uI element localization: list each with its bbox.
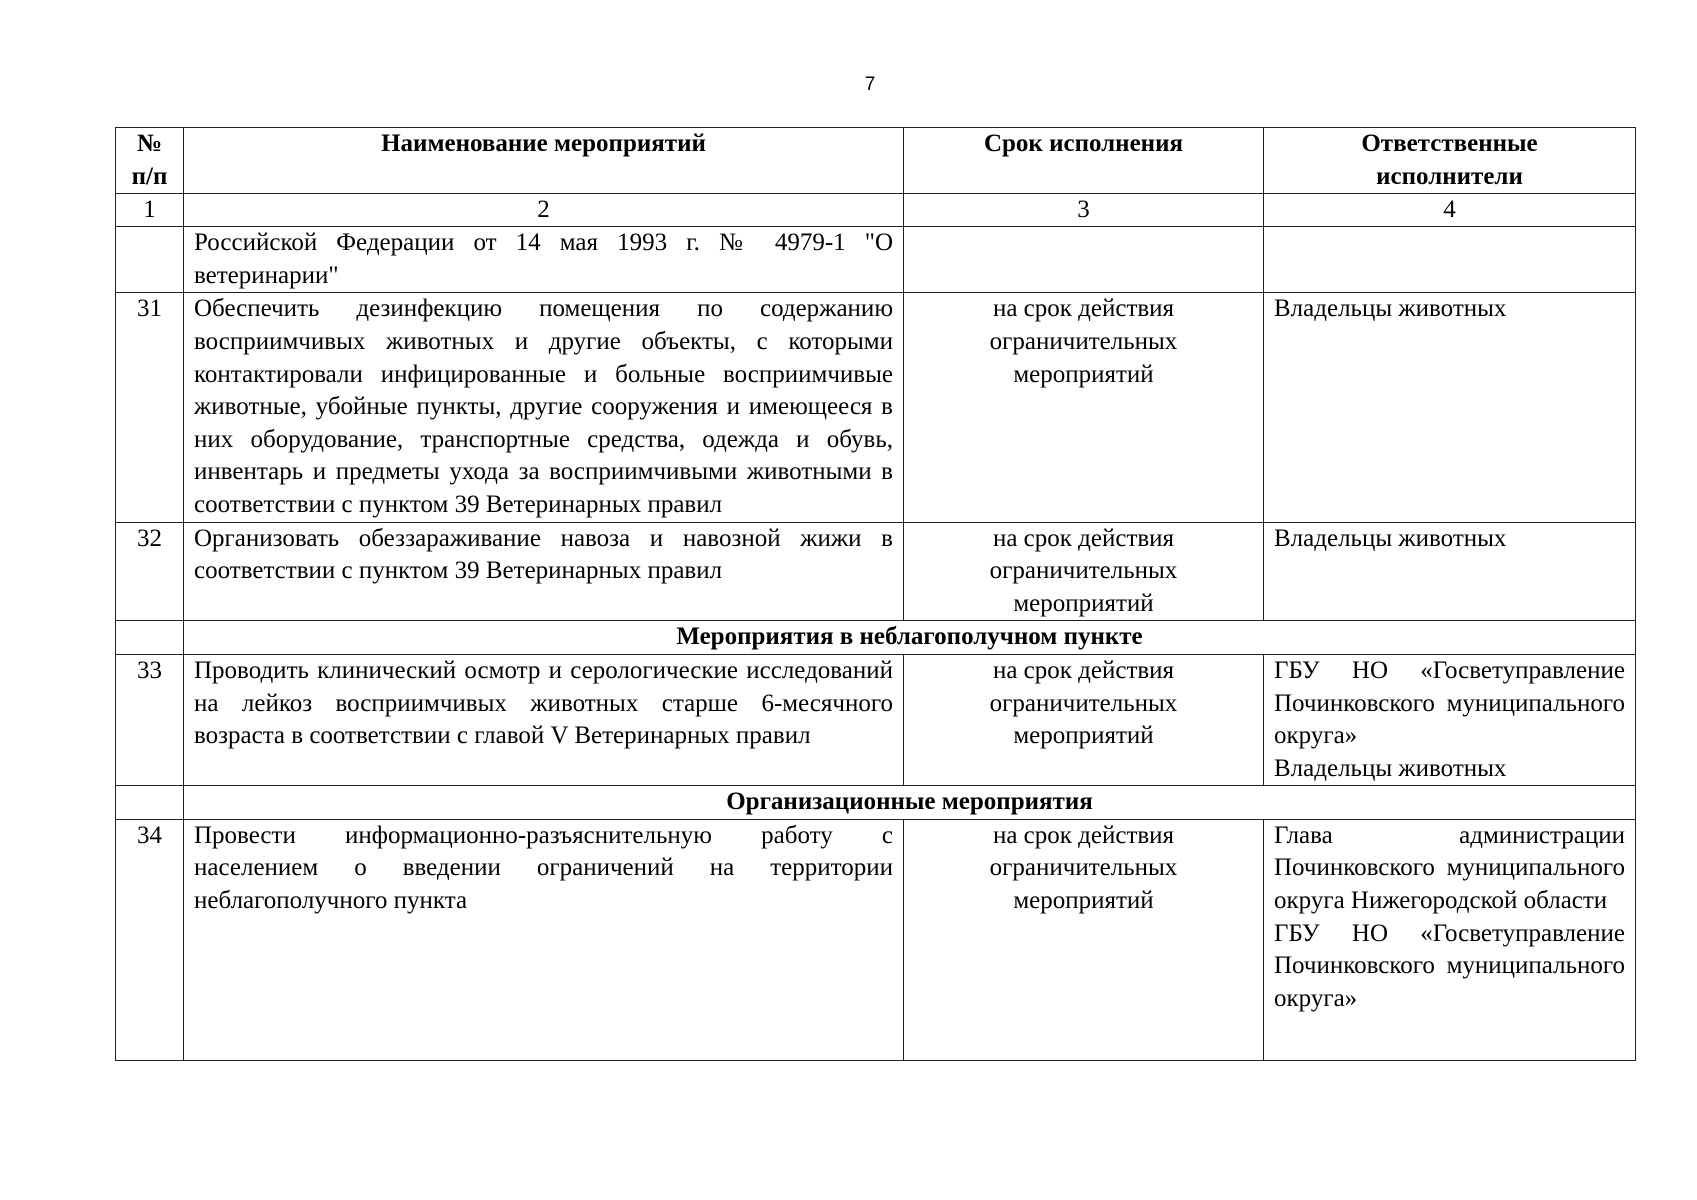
deadline-text: на срок действия ограничительных мероприятий bbox=[904, 293, 1264, 522]
responsible-text: ГБУ НО «Госветуправление Починковского муниципального округа» bbox=[1274, 656, 1625, 750]
deadline-cell bbox=[904, 227, 1264, 293]
row-number: 34 bbox=[116, 819, 184, 1060]
header-responsible: Ответственные исполнители bbox=[1264, 128, 1636, 194]
table-row bbox=[116, 522, 1636, 621]
header-measure-name: Наименование мероприятий bbox=[184, 128, 904, 194]
table-header-row bbox=[116, 128, 1636, 194]
deadline-text: на срок действия ограничительных мероприятий bbox=[904, 654, 1264, 785]
responsible-cell bbox=[1264, 654, 1636, 785]
column-index-row bbox=[116, 194, 1636, 227]
section-title: Мероприятия в неблагополучном пункте bbox=[184, 621, 1636, 655]
header-deadline: Срок исполнения bbox=[904, 128, 1264, 194]
table-row bbox=[116, 654, 1636, 785]
header-number: № п/п bbox=[116, 128, 184, 194]
row-number: 32 bbox=[116, 522, 184, 621]
table-row bbox=[116, 819, 1636, 1060]
measures-table bbox=[115, 127, 1636, 1061]
section-title: Организационные мероприятия bbox=[184, 786, 1636, 820]
deadline-text: на срок действия ограничительных мероприятий bbox=[904, 819, 1264, 1060]
measure-text: Организовать обеззараживание навоза и навозной жижи в соответствии с пунктом 39 Ветеринарных правил bbox=[184, 522, 904, 621]
column-index: 2 bbox=[184, 194, 904, 227]
deadline-text: на срок действия ограничительных мероприятий bbox=[904, 522, 1264, 621]
row-number bbox=[116, 621, 184, 655]
row-number bbox=[116, 786, 184, 820]
column-index: 4 bbox=[1264, 194, 1636, 227]
responsible-cell bbox=[1264, 819, 1636, 1060]
page-number: 7 bbox=[864, 74, 876, 95]
row-number bbox=[116, 227, 184, 293]
column-index: 1 bbox=[116, 194, 184, 227]
column-index: 3 bbox=[904, 194, 1264, 227]
measure-text: Обеспечить дезинфекцию помещения по содержанию восприимчивых животных и другие объекты, с которыми контактировали инфицированные и больные восприимчивые животные, убойные пункты, другие сооружения и имеющееся в них оборудование, транспортные средства, одежда и обувь, инвентарь и предметы ухода за восприимчивыми животными в соответствии с пунктом 39 Ветеринарных правил bbox=[184, 293, 904, 522]
row-number: 33 bbox=[116, 654, 184, 785]
table-row bbox=[116, 293, 1636, 522]
section-row bbox=[116, 621, 1636, 655]
responsible-text: Глава администрации Починковского муниципального округа Нижегородской области bbox=[1274, 821, 1625, 915]
measure-text: Проводить клинический осмотр и серологические исследований на лейкоз восприимчивых животных старше 6-месячного возраста в соответствии с главой V Ветеринарных правил bbox=[184, 654, 904, 785]
responsible-cell bbox=[1264, 227, 1636, 293]
responsible-text: Владельцы животных bbox=[1274, 754, 1507, 782]
section-row bbox=[116, 786, 1636, 820]
table-row bbox=[116, 227, 1636, 293]
responsible-text: Владельцы животных bbox=[1264, 522, 1636, 621]
responsible-text: Владельцы животных bbox=[1264, 293, 1636, 522]
measure-text: Российской Федерации от 14 мая 1993 г. № 4979-1 "О ветеринарии" bbox=[184, 227, 904, 293]
measure-text: Провести информационно-разъяснительную работу с населением о введении ограничений на территории неблагополучного пункта bbox=[184, 819, 904, 1060]
responsible-text: ГБУ НО «Госветуправление Починковского муниципального округа» bbox=[1274, 919, 1625, 1012]
row-number: 31 bbox=[116, 293, 184, 522]
